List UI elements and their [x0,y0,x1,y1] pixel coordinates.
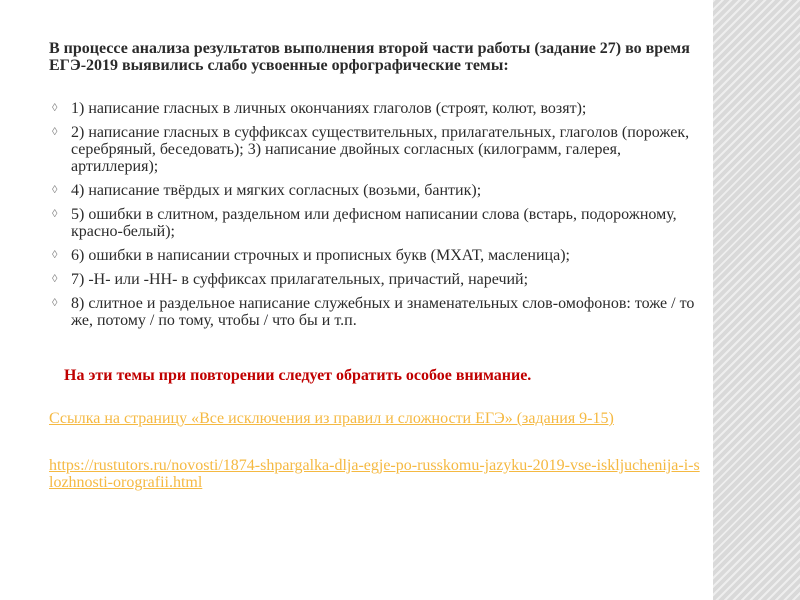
topic-text: 1) написание гласных в личных окончаниях глаголов (строят, колют, возят); [71,100,587,117]
list-item [49,295,699,329]
list-item [49,247,699,264]
source-url-link[interactable]: https://rustutors.ru/novosti/1874-shpargalka-dlja-egje-po-russkomu-jazyku-2019-vse-iskljuchenija-i-slozhnosti-orografii.html [49,457,700,491]
diamond-bullet-icon: ◊ [52,249,58,261]
exceptions-page-link[interactable]: Ссылка на страницу «Все исключения из правил и сложности ЕГЭ» (задания 9-15) [49,410,614,427]
diamond-bullet-icon: ◊ [52,208,58,220]
list-item [49,100,699,117]
topic-text: 6) ошибки в написании строчных и прописных букв (МХАТ, масленица); [71,247,570,264]
list-item [49,271,699,288]
diamond-bullet-icon: ◊ [52,184,58,196]
topic-text: 7) -Н- или -НН- в суффиксах прилагательных, причастий, наречий; [71,271,529,288]
diamond-bullet-icon: ◊ [52,297,58,309]
diamond-bullet-icon: ◊ [52,102,58,114]
decorative-side-stripe [713,0,800,600]
topic-text: 5) ошибки в слитном, раздельном или дефисном написании слова (встарь, подорожному, красно-белый); [71,206,677,240]
topic-text: 4) написание твёрдых и мягких согласных (возьми, бантик); [71,182,482,199]
topics-list [49,100,699,336]
topic-text: 8) слитное и раздельное написание служебных и знаменательных слов-омофонов: тоже / то же, потому / по тому, чтобы / что бы и т.п. [71,295,695,329]
slide-heading: В процессе анализа результатов выполнения второй части работы (задание 27) во время ЕГЭ-2019 выявились слабо усвоенные орфографические темы: [49,40,690,74]
diamond-bullet-icon: ◊ [52,273,58,285]
diamond-bullet-icon: ◊ [52,126,58,138]
list-item [49,124,699,175]
attention-note: На эти темы при повторении следует обратить особое внимание. [64,367,532,384]
list-item [49,182,699,199]
topic-text: 2) написание гласных в суффиксах существительных, прилагательных, глаголов (порожек, серебряный, беседовать); 3) написание двойных согласных (килограмм, галерея, артиллерия); [71,124,690,175]
list-item [49,206,699,240]
